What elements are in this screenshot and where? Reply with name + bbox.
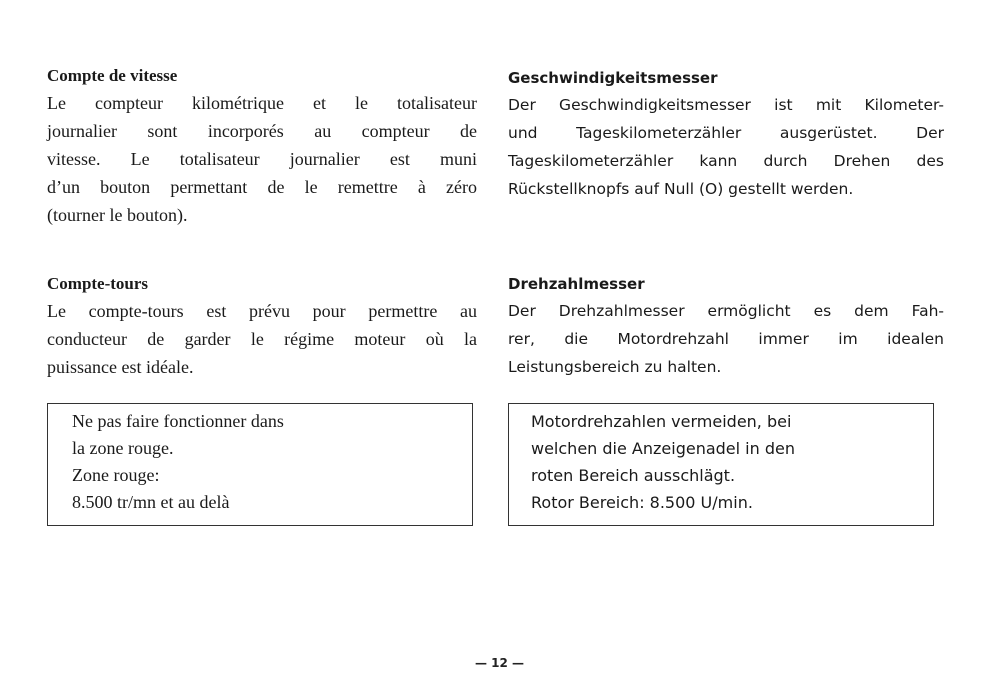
fr-speedometer-heading: Compte de vitesse [47, 66, 178, 85]
de-tachometer-text [508, 297, 944, 381]
note-line: Rotor Bereich: 8.500 U/min. [531, 493, 753, 512]
text-line: puissance est idéale. [47, 357, 194, 377]
text-line: und Tageskilometerzähler ausgerüstet. Der [508, 124, 944, 142]
de-speedometer-text [508, 91, 944, 203]
text-line: Leistungsbereich zu halten. [508, 358, 722, 376]
text-line: rer, die Motordrehzahl immer im idealen [508, 330, 944, 348]
note-line: la zone rouge. [72, 438, 174, 458]
note-line: Motordrehzahlen vermeiden, bei [531, 412, 792, 431]
note-line: welchen die Anzeigenadel in den [531, 439, 795, 458]
text-line: Le compteur kilométrique et le totalisateur [47, 93, 477, 113]
note-line: 8.500 tr/mn et au delà [72, 492, 230, 512]
de-tachometer-section [508, 271, 944, 381]
fr-speedometer-section [47, 63, 477, 229]
text-line: Der Drehzahlmesser ermöglicht es dem Fah- [508, 302, 944, 320]
fr-warning-box [47, 403, 473, 526]
de-speedometer-heading: Geschwindigkeitsmesser [508, 69, 718, 87]
text-line: Tageskilometerzähler kann durch Drehen des [508, 152, 944, 170]
text-line: Rückstellknopfs auf Null (O) gestellt werden. [508, 180, 854, 198]
de-warning-box [508, 403, 934, 526]
text-line: conducteur de garder le régime moteur où la [47, 329, 477, 349]
text-line: d’un bouton permettant de le remettre à zéro [47, 177, 477, 197]
note-line: Zone rouge: [72, 465, 160, 485]
note-line: Ne pas faire fonctionner dans [72, 411, 284, 431]
note-line: roten Bereich ausschlägt. [531, 466, 736, 485]
page-number: — 12 — [474, 656, 525, 670]
text-line: (tourner le bouton). [47, 205, 188, 225]
text-line: vitesse. Le totalisateur journalier est muni [47, 149, 477, 169]
fr-tachometer-text [47, 297, 477, 381]
de-speedometer-section [508, 65, 944, 203]
text-line: Der Geschwindigkeitsmesser ist mit Kilometer- [508, 96, 944, 114]
de-tachometer-heading: Drehzahlmesser [508, 275, 645, 293]
text-line: journalier sont incorporés au compteur de [47, 121, 477, 141]
text-line: Le compte-tours est prévu pour permettre au [47, 301, 477, 321]
fr-tachometer-section [47, 271, 477, 381]
fr-tachometer-heading: Compte-tours [47, 274, 149, 293]
fr-speedometer-text [47, 89, 477, 229]
